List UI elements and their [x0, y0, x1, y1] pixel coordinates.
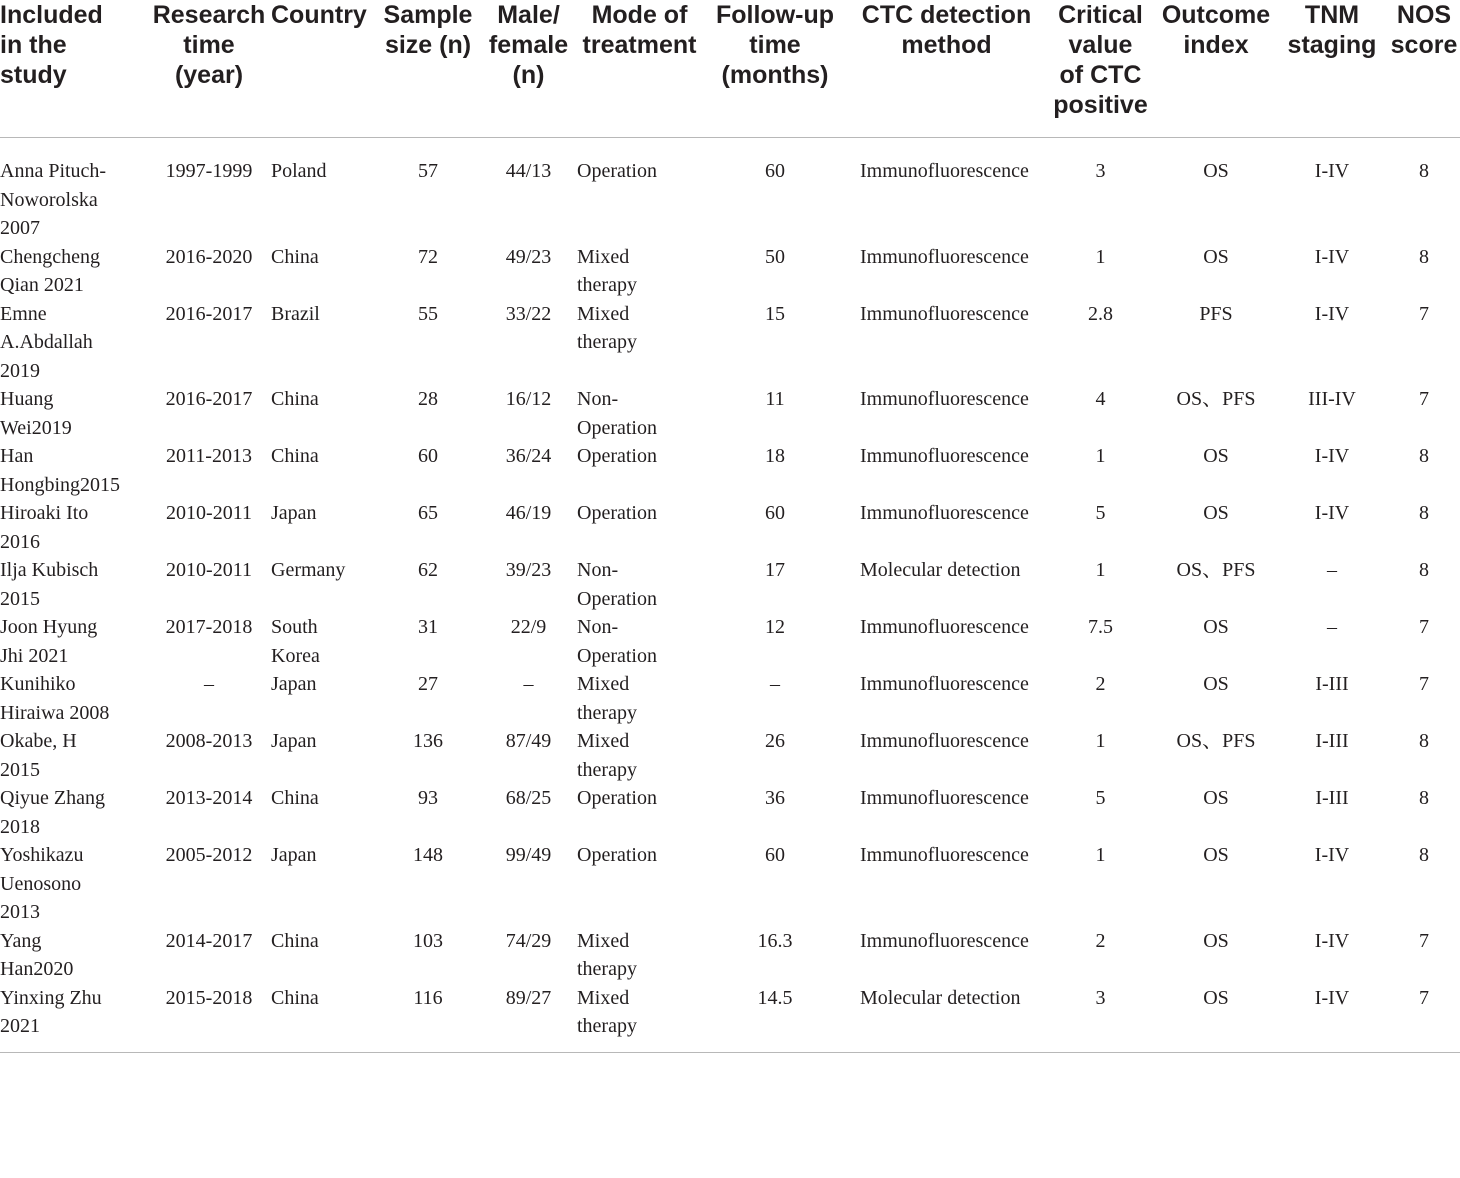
cell-outcome: OS [1203, 245, 1229, 268]
header-line: Sample [383, 1, 473, 29]
cell-treatment [577, 784, 702, 841]
cell-line: Anna Pituch- [0, 160, 107, 182]
cell-line: 2007 [0, 217, 40, 239]
cell-treatment [577, 727, 702, 784]
cell-male-female: 46/19 [505, 502, 552, 524]
cell-line: 2019 [0, 359, 40, 382]
table-row [0, 841, 1460, 927]
header-line: size (n) [384, 31, 472, 59]
cell-country [270, 841, 376, 927]
cell-follow-up: 60 [765, 160, 785, 182]
cell-treatment [577, 841, 702, 927]
table-row [0, 385, 1460, 442]
cell-country [270, 727, 376, 784]
cell-outcome: OS [1203, 844, 1229, 866]
table-row [0, 499, 1460, 556]
cell-research-time: 2017-2018 [165, 616, 253, 638]
header-line: in the [0, 31, 67, 59]
cell-research-time: 2015-2018 [148, 984, 270, 1053]
cell-research-time: 2010-2011 [166, 502, 252, 524]
cell-research-time: – [204, 673, 214, 695]
cell-critical-value: 1 [1095, 245, 1106, 268]
cell-line: Japan [271, 673, 317, 695]
cell-line: China [271, 986, 319, 1009]
cell-study [0, 499, 148, 556]
cell-treatment [577, 243, 702, 300]
cell-line: Operation [577, 416, 657, 439]
cell-line: Jhi 2021 [0, 644, 69, 667]
cell-follow-up: 11 [765, 388, 785, 410]
col-header-critical-value [1045, 0, 1156, 138]
cell-critical-value: 3 [1045, 984, 1156, 1053]
cell-critical-value: 1 [1095, 445, 1106, 467]
cell-sample-size: 62 [418, 559, 438, 581]
cell-sample-size: 116 [376, 984, 480, 1053]
header-line: Outcome [1161, 1, 1271, 29]
header-line: (year) [174, 61, 244, 89]
cell-study [0, 984, 148, 1053]
cell-line: 2021 [0, 1015, 40, 1037]
cell-study [0, 243, 148, 300]
header-line: time [749, 31, 801, 59]
table-row [0, 670, 1460, 727]
cell-study [0, 613, 148, 670]
cell-line: 2016 [0, 530, 40, 553]
cell-follow-up: 17 [765, 559, 785, 581]
cell-outcome: OS [1203, 929, 1229, 952]
cell-outcome: OS [1203, 445, 1229, 467]
cell-sample-size: 72 [418, 245, 438, 268]
cell-ctc-method: Immunofluorescence [860, 245, 1029, 268]
cell-line: Operation [577, 787, 657, 809]
cell-country [270, 499, 376, 556]
cell-line: Mixed [577, 730, 630, 752]
cell-male-female: – [523, 673, 534, 695]
cell-nos: 7 [1419, 388, 1429, 410]
cell-research-time: 2011-2013 [166, 445, 252, 467]
cell-nos: 8 [1419, 730, 1429, 752]
cell-nos: 8 [1419, 502, 1429, 524]
cell-country [270, 613, 376, 670]
cell-line: China [271, 388, 319, 410]
col-header-male-female [480, 0, 577, 138]
cell-ctc-method: Immunofluorescence [860, 730, 1029, 752]
cell-line: 2015 [0, 758, 40, 781]
cell-tnm: I-IV [1314, 160, 1350, 182]
cell-ctc-method: Molecular detection [848, 984, 1045, 1053]
cell-country [270, 385, 376, 442]
cell-line: Hongbing2015 [0, 473, 120, 496]
table-row [0, 300, 1460, 386]
cell-critical-value: 5 [1095, 502, 1106, 524]
cell-nos: 7 [1419, 673, 1429, 695]
cell-ctc-method: Immunofluorescence [860, 616, 1029, 638]
cell-study [0, 670, 148, 727]
cell-tnm: I-IV [1314, 245, 1350, 268]
col-header-follow-up [702, 0, 848, 138]
col-header-tnm [1276, 0, 1388, 138]
cell-line: Joon Hyung [0, 616, 98, 638]
cell-follow-up: 60 [765, 502, 785, 524]
cell-sample-size: 136 [413, 730, 443, 752]
cell-country [270, 243, 376, 300]
header-line: treatment [582, 31, 697, 59]
cell-treatment [577, 442, 702, 499]
cell-line: Japan [271, 730, 317, 752]
table-body [0, 138, 1460, 1053]
cell-treatment [577, 927, 702, 984]
cell-tnm: I-III [1315, 787, 1349, 809]
cell-critical-value: 1 [1095, 559, 1106, 581]
header-line: positive [1053, 91, 1148, 119]
cell-line: Qian 2021 [0, 274, 84, 296]
cell-follow-up: 16.3 [757, 929, 793, 952]
cell-line: Operation [577, 445, 657, 467]
table-row [0, 243, 1460, 300]
cell-ctc-method: Immunofluorescence [860, 787, 1029, 809]
cell-outcome: OS [1203, 616, 1229, 638]
cell-outcome: PFS [1199, 302, 1233, 325]
header-line: TNM [1304, 1, 1360, 29]
cell-line: 2013 [0, 901, 40, 923]
cell-sample-size: 60 [418, 445, 438, 467]
cell-line: Operation [577, 644, 657, 667]
cell-ctc-method: Immunofluorescence [860, 160, 1029, 182]
cell-line: Han2020 [0, 958, 74, 980]
cell-line: Mixed [577, 673, 630, 695]
col-header-nos [1388, 0, 1460, 138]
cell-nos: 8 [1419, 844, 1429, 866]
cell-treatment [577, 138, 702, 243]
cell-ctc-method: Immunofluorescence [860, 673, 1029, 695]
cell-follow-up: 60 [765, 844, 785, 866]
cell-outcome: OS [1156, 984, 1276, 1053]
cell-study [0, 138, 148, 243]
cell-treatment [577, 300, 702, 386]
cell-tnm: I-IV [1314, 502, 1350, 524]
cell-sample-size: 93 [418, 787, 438, 809]
cell-line: Operation [577, 502, 657, 524]
col-header-research-time [148, 0, 270, 138]
cell-critical-value: 3 [1095, 160, 1106, 182]
header-line: female [488, 31, 569, 59]
cell-line: Chengcheng [0, 245, 100, 268]
cell-treatment [577, 613, 702, 670]
cell-tnm: I-III [1315, 673, 1349, 695]
cell-critical-value: 2 [1095, 673, 1106, 695]
cell-line: A.Abdallah [0, 331, 93, 353]
cell-tnm: I-IV [1314, 445, 1350, 467]
cell-outcome: OS、PFS [1176, 730, 1256, 752]
cell-critical-value: 2.8 [1088, 302, 1113, 325]
col-header-study [0, 0, 148, 138]
table-row [0, 613, 1460, 670]
cell-follow-up: 36 [765, 787, 785, 809]
table-row [0, 556, 1460, 613]
header-line: Research [152, 1, 266, 29]
cell-country [270, 927, 376, 984]
cell-nos: 7 [1419, 616, 1429, 638]
header-line: of CTC [1059, 61, 1142, 89]
cell-study [0, 841, 148, 927]
cell-critical-value: 5 [1095, 787, 1106, 809]
cell-research-time: 2005-2012 [165, 844, 253, 866]
cell-line: Poland [271, 160, 327, 182]
table-row [0, 784, 1460, 841]
cell-sample-size: 65 [418, 502, 438, 524]
cell-line: South [271, 616, 318, 638]
cell-line: Non- [577, 616, 619, 638]
cell-country [270, 670, 376, 727]
col-header-sample-size [376, 0, 480, 138]
cell-treatment [577, 556, 702, 613]
cell-line: Korea [271, 644, 320, 667]
cell-male-female: 89/27 [480, 984, 577, 1053]
cell-follow-up: 14.5 [702, 984, 848, 1053]
cell-line: Germany [271, 559, 346, 581]
cell-outcome: OS、PFS [1176, 559, 1256, 581]
cell-line: Mixed [577, 302, 630, 325]
cell-critical-value: 1 [1095, 844, 1106, 866]
cell-critical-value: 7.5 [1088, 616, 1113, 638]
cell-sample-size: 148 [413, 844, 443, 866]
col-header-outcome [1156, 0, 1276, 138]
header-line: NOS [1396, 1, 1452, 29]
cell-nos: 8 [1419, 245, 1429, 268]
cell-country [270, 138, 376, 243]
header-line: index [1183, 31, 1249, 59]
cell-tnm: I-IV [1314, 929, 1350, 952]
cell-line: Japan [271, 844, 317, 866]
cell-critical-value: 1 [1095, 730, 1106, 752]
table-row [0, 442, 1460, 499]
cell-line: Operation [577, 844, 657, 866]
cell-nos: 8 [1419, 787, 1429, 809]
cell-line: Kunihiko [0, 673, 76, 695]
cell-line: Brazil [271, 302, 320, 325]
cell-line: Ilja Kubisch [0, 559, 99, 581]
header-line: CTC detection [861, 1, 1032, 29]
cell-research-time: 2016-2020 [165, 245, 253, 268]
cell-nos: 7 [1419, 302, 1429, 325]
cell-tnm: I-III [1315, 730, 1349, 752]
cell-research-time: 2016-2017 [165, 302, 253, 325]
cell-line: Okabe, H [0, 730, 77, 752]
table-row [0, 927, 1460, 984]
cell-line: Yoshikazu [0, 844, 84, 866]
cell-line: Yang [0, 929, 42, 952]
cell-country [270, 984, 376, 1053]
cell-critical-value: 2 [1095, 929, 1106, 952]
cell-line: Operation [577, 587, 657, 610]
header-line: Included [0, 1, 103, 29]
header-line: staging [1287, 31, 1377, 59]
cell-male-female: 22/9 [510, 616, 547, 638]
cell-country [270, 300, 376, 386]
header-line: score [1390, 31, 1458, 59]
header-line: Male/ [497, 1, 560, 29]
col-header-ctc-method [848, 0, 1045, 138]
cell-follow-up: 18 [765, 445, 785, 467]
cell-ctc-method: Immunofluorescence [860, 445, 1029, 467]
cell-line: China [271, 929, 319, 952]
cell-line: Qiyue Zhang [0, 787, 105, 809]
table-row [0, 138, 1460, 243]
cell-nos: 8 [1419, 445, 1429, 467]
header-line: value [1068, 31, 1133, 59]
cell-ctc-method: Immunofluorescence [860, 929, 1029, 952]
cell-treatment [577, 670, 702, 727]
cell-ctc-method: Immunofluorescence [860, 302, 1029, 325]
cell-outcome: OS [1203, 787, 1229, 809]
cell-male-female: 44/13 [505, 160, 552, 182]
cell-research-time: 2013-2014 [165, 787, 253, 809]
table-row [0, 984, 1460, 1053]
cell-tnm: I-IV [1314, 844, 1350, 866]
cell-ctc-method: Immunofluorescence [860, 388, 1029, 410]
cell-sample-size: 55 [418, 302, 438, 325]
cell-nos: 8 [1419, 559, 1429, 581]
cell-male-female: 99/49 [505, 844, 552, 866]
cell-ctc-method: Immunofluorescence [860, 502, 1029, 524]
cell-follow-up: 26 [765, 730, 785, 752]
cell-outcome: OS [1203, 160, 1229, 182]
cell-treatment [577, 385, 702, 442]
cell-study [0, 300, 148, 386]
cell-line: Huang [0, 388, 54, 410]
cell-research-time: 2016-2017 [165, 388, 253, 410]
cell-line: therapy [577, 274, 637, 296]
cell-line: Non- [577, 388, 619, 410]
cell-research-time: 1997-1999 [165, 160, 253, 182]
cell-line: Yinxing Zhu [0, 986, 102, 1009]
cell-male-female: 33/22 [505, 302, 552, 325]
cell-line: Noworolska [0, 188, 98, 211]
cell-line: 2018 [0, 815, 40, 838]
cell-country [270, 784, 376, 841]
cell-nos: 8 [1419, 160, 1429, 182]
cell-line: Han [0, 445, 34, 467]
cell-line: Hiraiwa 2008 [0, 701, 110, 724]
cell-line: China [271, 787, 319, 809]
cell-tnm: I-IV [1276, 984, 1388, 1053]
col-header-treatment [577, 0, 702, 138]
cell-line: Operation [577, 160, 657, 182]
header-line: time [183, 31, 235, 59]
cell-follow-up: 12 [765, 616, 785, 638]
cell-outcome: OS [1203, 673, 1229, 695]
cell-treatment [577, 499, 702, 556]
cell-study [0, 385, 148, 442]
cell-research-time: 2010-2011 [166, 559, 252, 581]
cell-country [270, 556, 376, 613]
cell-follow-up: 15 [765, 302, 785, 325]
cell-line: Mixed [577, 986, 630, 1009]
cell-study [0, 556, 148, 613]
header-line: Critical [1058, 1, 1143, 29]
header-line: Country [271, 1, 367, 29]
cell-male-female: 87/49 [505, 730, 552, 752]
table-row [0, 727, 1460, 784]
cell-line: 2015 [0, 587, 40, 610]
cell-tnm: – [1327, 616, 1337, 638]
cell-research-time: 2008-2013 [165, 730, 253, 752]
header-line: (n) [512, 61, 545, 89]
cell-line: therapy [577, 331, 637, 353]
header-row [0, 0, 1460, 138]
cell-line: therapy [577, 958, 637, 980]
header-line: Follow-up [715, 1, 835, 29]
cell-line: China [271, 245, 319, 268]
cell-nos: 7 [1388, 984, 1460, 1053]
cell-study [0, 442, 148, 499]
cell-male-female: 49/23 [505, 245, 552, 268]
cell-nos: 7 [1419, 929, 1429, 952]
cell-line: Emne [0, 302, 47, 325]
cell-line: China [271, 445, 319, 467]
cell-line: Hiroaki Ito [0, 502, 89, 524]
cell-line: Mixed [577, 245, 630, 268]
cell-male-female: 16/12 [505, 388, 552, 410]
cell-male-female: 36/24 [505, 445, 552, 467]
cell-study [0, 784, 148, 841]
cell-sample-size: 103 [413, 929, 443, 952]
header-line: (months) [721, 61, 829, 89]
cell-line: therapy [577, 758, 637, 781]
cell-treatment [577, 984, 702, 1053]
cell-sample-size: 28 [418, 388, 438, 410]
cell-line: Non- [577, 559, 619, 581]
header-line: method [901, 31, 992, 59]
cell-sample-size: 27 [418, 673, 438, 695]
cell-study [0, 927, 148, 984]
cell-line: Wei2019 [0, 416, 72, 439]
cell-male-female: 68/25 [505, 787, 552, 809]
cell-sample-size: 31 [418, 616, 438, 638]
cell-tnm: III-IV [1308, 388, 1356, 410]
cell-sample-size: 57 [418, 160, 438, 182]
cell-line: therapy [577, 701, 637, 724]
cell-follow-up: – [770, 673, 780, 695]
cell-male-female: 74/29 [505, 929, 552, 952]
cell-ctc-method: Immunofluorescence [860, 844, 1029, 866]
header-line: study [0, 61, 67, 89]
cell-line: therapy [577, 1015, 637, 1037]
cell-line: Uenosono [0, 872, 82, 895]
cell-critical-value: 4 [1095, 388, 1106, 410]
cell-line: Japan [271, 502, 317, 524]
cell-country [270, 442, 376, 499]
cell-follow-up: 50 [765, 245, 785, 268]
cell-research-time: 2014-2017 [165, 929, 253, 952]
cell-male-female: 39/23 [505, 559, 552, 581]
cell-study [0, 727, 148, 784]
cell-tnm: – [1327, 559, 1337, 581]
col-header-country [270, 0, 376, 138]
cell-outcome: OS [1203, 502, 1229, 524]
cell-tnm: I-IV [1314, 302, 1350, 325]
header-line: Mode of [591, 1, 688, 29]
cell-line: Mixed [577, 929, 630, 952]
cell-outcome: OS、PFS [1176, 388, 1256, 410]
cell-ctc-method: Molecular detection [860, 559, 1021, 581]
